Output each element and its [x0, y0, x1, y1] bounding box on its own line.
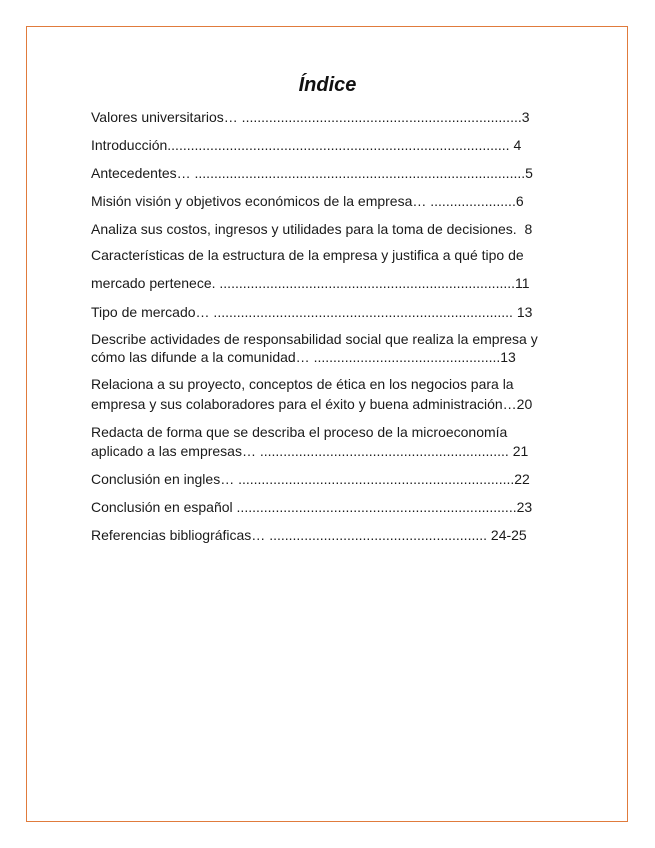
toc-entry — [91, 220, 532, 238]
toc-entry-text: Misión visión y objetivos económicos de la empresa… ......................6 — [91, 193, 524, 209]
toc-entry-text: Analiza sus costos, ingresos y utilidades para la toma de decisiones. 8 — [91, 221, 533, 237]
toc-entry — [91, 442, 528, 460]
toc-entry-text: empresa y sus colaboradores para el éxito y buena administración…20 — [91, 396, 533, 412]
toc-entry-text: mercado pertenece. ............................................................................11 — [91, 275, 530, 291]
toc-entry — [91, 274, 530, 292]
toc-entry — [91, 375, 514, 393]
toc-entry-text: Conclusión en español ........................................................................23 — [91, 499, 533, 515]
toc-entry-text: cómo las difunde a la comunidad… ................................................13 — [91, 349, 516, 365]
toc-entry — [91, 246, 524, 264]
toc-entry — [91, 423, 507, 441]
toc-entry — [91, 526, 527, 544]
toc-entry-text: Antecedentes… .....................................................................................5 — [91, 165, 533, 181]
toc-entry-text: Introducción........................................................................................ 4 — [91, 137, 522, 153]
toc-entry — [91, 164, 533, 182]
toc-entry — [91, 108, 530, 126]
toc-entry — [91, 192, 524, 210]
toc-entry-text: Características de la estructura de la empresa y justifica a qué tipo de — [91, 247, 524, 263]
toc-entry — [91, 498, 532, 516]
toc-entry-text: Referencias bibliográficas… ........................................................ 24-25 — [91, 527, 527, 543]
toc-entry-text: Describe actividades de responsabilidad social que realiza la empresa y — [91, 331, 538, 347]
document-title: Índice — [298, 74, 357, 96]
toc-entry — [91, 136, 521, 154]
toc-entry — [91, 348, 516, 366]
toc-entry-text: Tipo de mercado… ............................................................................. 13 — [91, 304, 533, 320]
toc-entry — [91, 303, 532, 321]
toc-entry-text: Redacta de forma que se describa el proceso de la microeconomía — [91, 424, 508, 440]
toc-entry-text: aplicado a las empresas… ................................................................ 21 — [91, 443, 529, 459]
toc-entry — [91, 330, 538, 348]
toc-entry-text: Relaciona a su proyecto, conceptos de ética en los negocios para la — [91, 376, 514, 392]
toc-entry — [91, 470, 530, 488]
toc-entry-text: Conclusión en ingles… .......................................................................22 — [91, 471, 530, 487]
toc-entry — [91, 395, 532, 413]
toc-entry-text: Valores universitarios… ........................................................................3 — [91, 109, 530, 125]
